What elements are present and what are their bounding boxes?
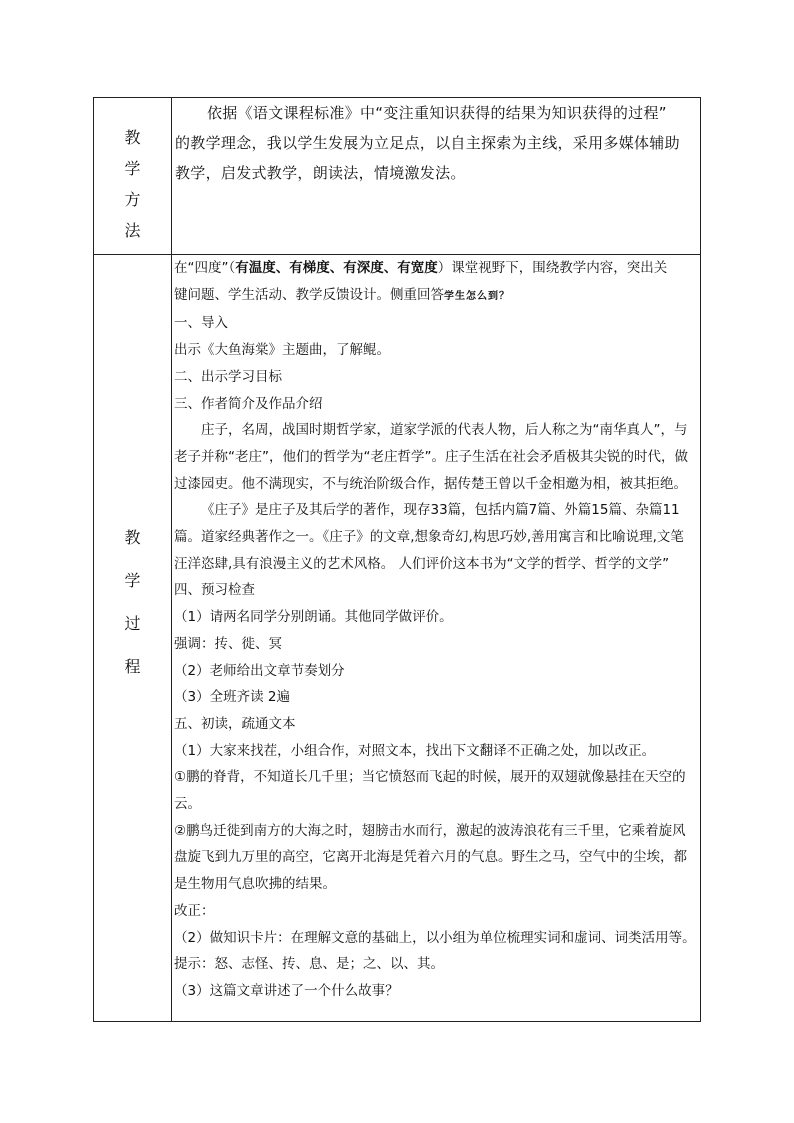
story-line: （3）这篇文章讲述了一个什么故事？	[174, 982, 399, 999]
preview-line: （3）全班齐读 2遍	[174, 689, 290, 706]
section-line: 二、出示学习目标	[174, 368, 282, 385]
teaching-process-content	[172, 255, 701, 1022]
card-line: 提示：怒、志怪、抟、息、是；之、以、其。	[174, 956, 444, 973]
method-line: 的教学理念，我以学生发展为立足点，以自主探索为主线，采用多媒体辅助	[175, 134, 680, 152]
method-line: 依据《语文课程标准》中“变注重知识获得的结果为知识获得的过程”	[207, 104, 667, 122]
work-line: 《庄子》是庄子及其后学的著作，现存33篇，包括内篇7篇、外篇15篇、杂篇11	[201, 502, 680, 519]
teaching-method-label	[94, 98, 171, 239]
label-char: 法	[124, 221, 141, 240]
section-line: 一、导入	[174, 315, 228, 332]
label-char: 程	[124, 657, 141, 676]
read-line: 云。	[174, 796, 201, 813]
teaching-process-row	[94, 255, 701, 1022]
lesson-plan-table	[93, 97, 701, 1022]
author-line: 庄子，名周，战国时期哲学家，道家学派的代表人物，后人称之为“南华真人”，与	[201, 422, 688, 439]
author-line: 老子并称“老庄”，他们的哲学为“老庄哲学”。庄子生活在社会矛盾极其尖锐的时代，做	[174, 448, 688, 465]
read-line: 是生物用气息吹拂的结果。	[174, 876, 336, 893]
section-line: 三、作者简介及作品介绍	[174, 395, 323, 412]
preview-line: （1）请两名同学分别朗诵。其他同学做评价。	[174, 609, 453, 626]
teaching-method-row	[94, 98, 701, 255]
label-char: 过	[124, 614, 141, 633]
read-line: ①鹏的脊背，不知道长几千里；当它愤怒而飞起的时候，展开的双翅就像悬挂在天空的	[174, 769, 686, 786]
label-char: 学	[124, 571, 141, 590]
preview-line: 强调：抟、徙、冥	[174, 635, 282, 652]
intro-line: 在“四度”（有温度、有梯度、有深度、有宽度）课堂视野下，围绕教学内容，突出关	[174, 260, 668, 276]
label-char: 教	[124, 528, 141, 547]
preview-line: （2）老师给出文章节奏划分	[174, 662, 345, 679]
read-line: ②鹏鸟迁徙到南方的大海之时，翅膀击水而行，激起的波涛浪花有三千里，它乘着旋风	[174, 822, 686, 839]
section-line: 出示《大鱼海棠》主题曲，了解鲲。	[174, 342, 390, 359]
intro-line: 键问题、学生活动、教学反馈设计。侧重回答学生怎么到？	[174, 286, 510, 303]
read-title: 五、初读，疏通文本	[174, 715, 296, 732]
work-line: 汪洋恣肆,具有浪漫主义的艺术风格。 人们评价这本书为“文学的哲学、哲学的文学”	[174, 555, 670, 572]
read-line: （1）大家来找茬，小组合作，对照文本，找出下文翻译不正确之处，加以改正。	[174, 742, 656, 759]
teaching-method-content	[172, 98, 701, 255]
preview-title: 四、预习检查	[174, 582, 255, 599]
author-line: 过漆园吏。他不满现实，不与统治阶级合作，据传楚王曾以千金相邀为相，被其拒绝。	[174, 475, 687, 492]
method-line: 教学，启发式教学，朗读法，情境激发法。	[175, 164, 466, 182]
read-line: 盘旋飞到九万里的高空，它离开北海是凭着六月的气息。野生之马，空气中的尘埃，都	[174, 849, 687, 866]
teaching-process-label	[94, 255, 171, 675]
work-line: 篇。道家经典著作之一。《庄子》的文章,想象奇幻,构思巧妙,善用寓言和比喻说理,文笔	[174, 529, 684, 546]
teaching-method-label-cell	[94, 98, 172, 255]
label-char: 方	[124, 190, 141, 209]
card-line: （2）做知识卡片：在理解文意的基础上，以小组为单位梳理实词和虚词、词类活用等。	[174, 929, 696, 946]
teaching-process-label-cell	[94, 255, 172, 1022]
label-char: 学	[124, 159, 141, 178]
correct-line: 改正：	[174, 902, 215, 919]
label-char: 教	[124, 128, 141, 147]
